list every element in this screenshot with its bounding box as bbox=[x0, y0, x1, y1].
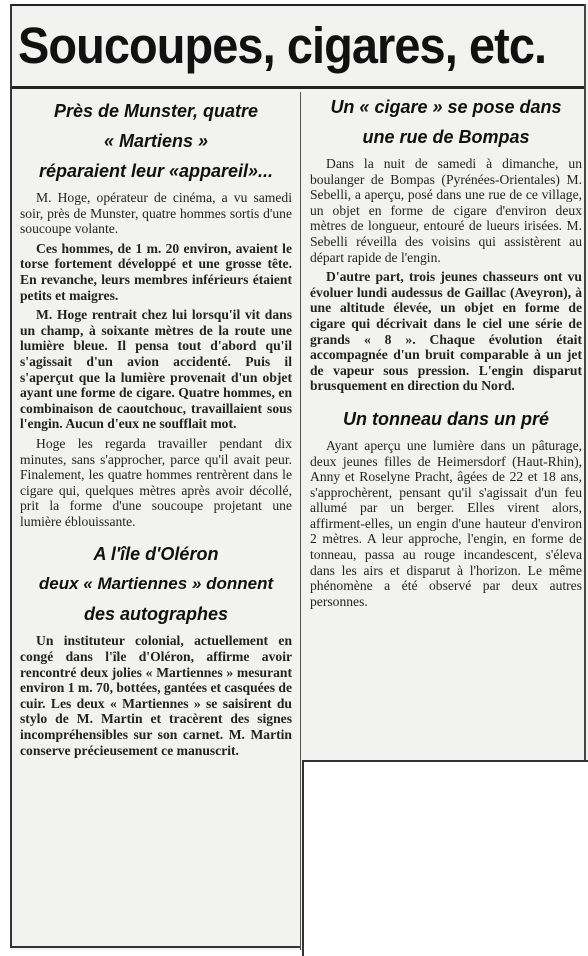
article-tonneau bbox=[310, 404, 582, 610]
frame-bottom-border bbox=[10, 946, 300, 948]
frame-left-border bbox=[10, 4, 12, 948]
blank-area bbox=[302, 760, 588, 956]
left-column bbox=[20, 96, 292, 758]
paragraph: D'autre part, trois jeunes chasseurs ont vu évoluer lundi audessus de Gaillac (Aveyron), à une altitude élevée, un objet en forme de cigare qui décrivait dans le ciel une série de grands « 8 ». Chaque évolution était accompagnée d'un bruit comparable à un jet de vapeur sous pression. L'engin disparut brusquement en direction du Nord. bbox=[310, 269, 582, 394]
article-bompas bbox=[310, 92, 582, 394]
article-title-line: Près de Munster, quatre bbox=[53, 101, 259, 121]
paragraph: M. Hoge rentrait chez lui lorsqu'il vit dans un champ, à soixante mètres de la route une lumière bleue. Il pensa tout d'abord qu'il s'agissait d'un avion accidenté. Puis il s'aperçut que la lumière provenait d'un objet ayant une forme de cigare. Quatre hommes, en combinaison de caoutchouc, travaillaient sous l'engin. Aucun d'eux ne soufflait mot. bbox=[20, 307, 292, 432]
headline: Soucoupes, cigares, etc. bbox=[18, 17, 547, 74]
paragraph: M. Hoge, opérateur de cinéma, a vu samedi soir, près de Munster, quatre hommes sortis d'une soucoupe volante. bbox=[20, 190, 292, 237]
article-oleron bbox=[20, 539, 292, 758]
article-title-line: « Martiens » bbox=[103, 131, 209, 151]
article-title-line: deux « Martiennes » donnent bbox=[38, 574, 274, 594]
frame-top-border bbox=[10, 4, 586, 6]
frame-right-border bbox=[584, 4, 586, 760]
article-title-line: réparaient leur «appareil»... bbox=[38, 161, 274, 181]
right-column bbox=[310, 92, 582, 609]
article-title-line: une rue de Bompas bbox=[362, 127, 530, 147]
article-title-line: des autographes bbox=[83, 604, 229, 625]
article-title-line: A l'île d'Oléron bbox=[93, 544, 219, 565]
paragraph: Un instituteur colonial, actuellement en congé dans l'île d'Oléron, affirme avoir rencontré deux jolies « Martiennes » mesurant environ 1 m. 70, bottées, gantées et casquées de cuir. Les deux « Martiennes » se saisirent du stylo de M. Martin et tracèrent des signes incompréhensibles sur son carnet. M. Martin conserve précieusement ce manuscrit. bbox=[20, 633, 292, 758]
article-title-line: Un tonneau dans un pré bbox=[342, 408, 549, 429]
headline-rule bbox=[12, 86, 584, 89]
article-munster bbox=[20, 96, 292, 529]
paragraph: Dans la nuit de samedi à dimanche, un boulanger de Bompas (Pyrénées-Orientales) M. Sebelli, a aperçu, posé dans une rue de ce village, un objet en forme de cigare d'environ deux mètres de longueur, entouré de lueurs irisées. M. Sebelli réveilla des voisins qui assistèrent au départ rapide de l'engin. bbox=[310, 156, 582, 265]
article-title-line: Un « cigare » se pose dans bbox=[330, 97, 562, 117]
column-divider bbox=[300, 92, 301, 950]
paragraph: Ces hommes, de 1 m. 20 environ, avaient le torse fortement développé et une grosse tête. En revanche, leurs membres inférieurs étaient petits et maigres. bbox=[20, 240, 292, 303]
paragraph: Hoge les regarda travailler pendant dix minutes, sans s'approcher, parce qu'il avait peur. Finalement, les quatre hommes rentrèrent dans le cigare qui, quelques mètres après avoir décollé, prit la forme d'une soucoupe projetant une lumière éblouissante. bbox=[20, 435, 292, 529]
paragraph: Ayant aperçu une lumière dans un pâturage, deux jeunes filles de Heimersdorf (Haut-Rhin), Anny et Roselyne Pracht, âgées de 22 et 18 ans, s'approchèrent, pensant qu'il s'agissait d'un feu allumé par un berger. Elles virent alors, affirment-elles, un engin d'une hauteur d'environ 2 mètres. A leur approche, l'engin, en forme de tonneau, passa au rouge incandescent, s'éleva dans les airs et disparut à l'horizon. Le même phénomène a été observé par deux autres personnes. bbox=[310, 437, 582, 609]
